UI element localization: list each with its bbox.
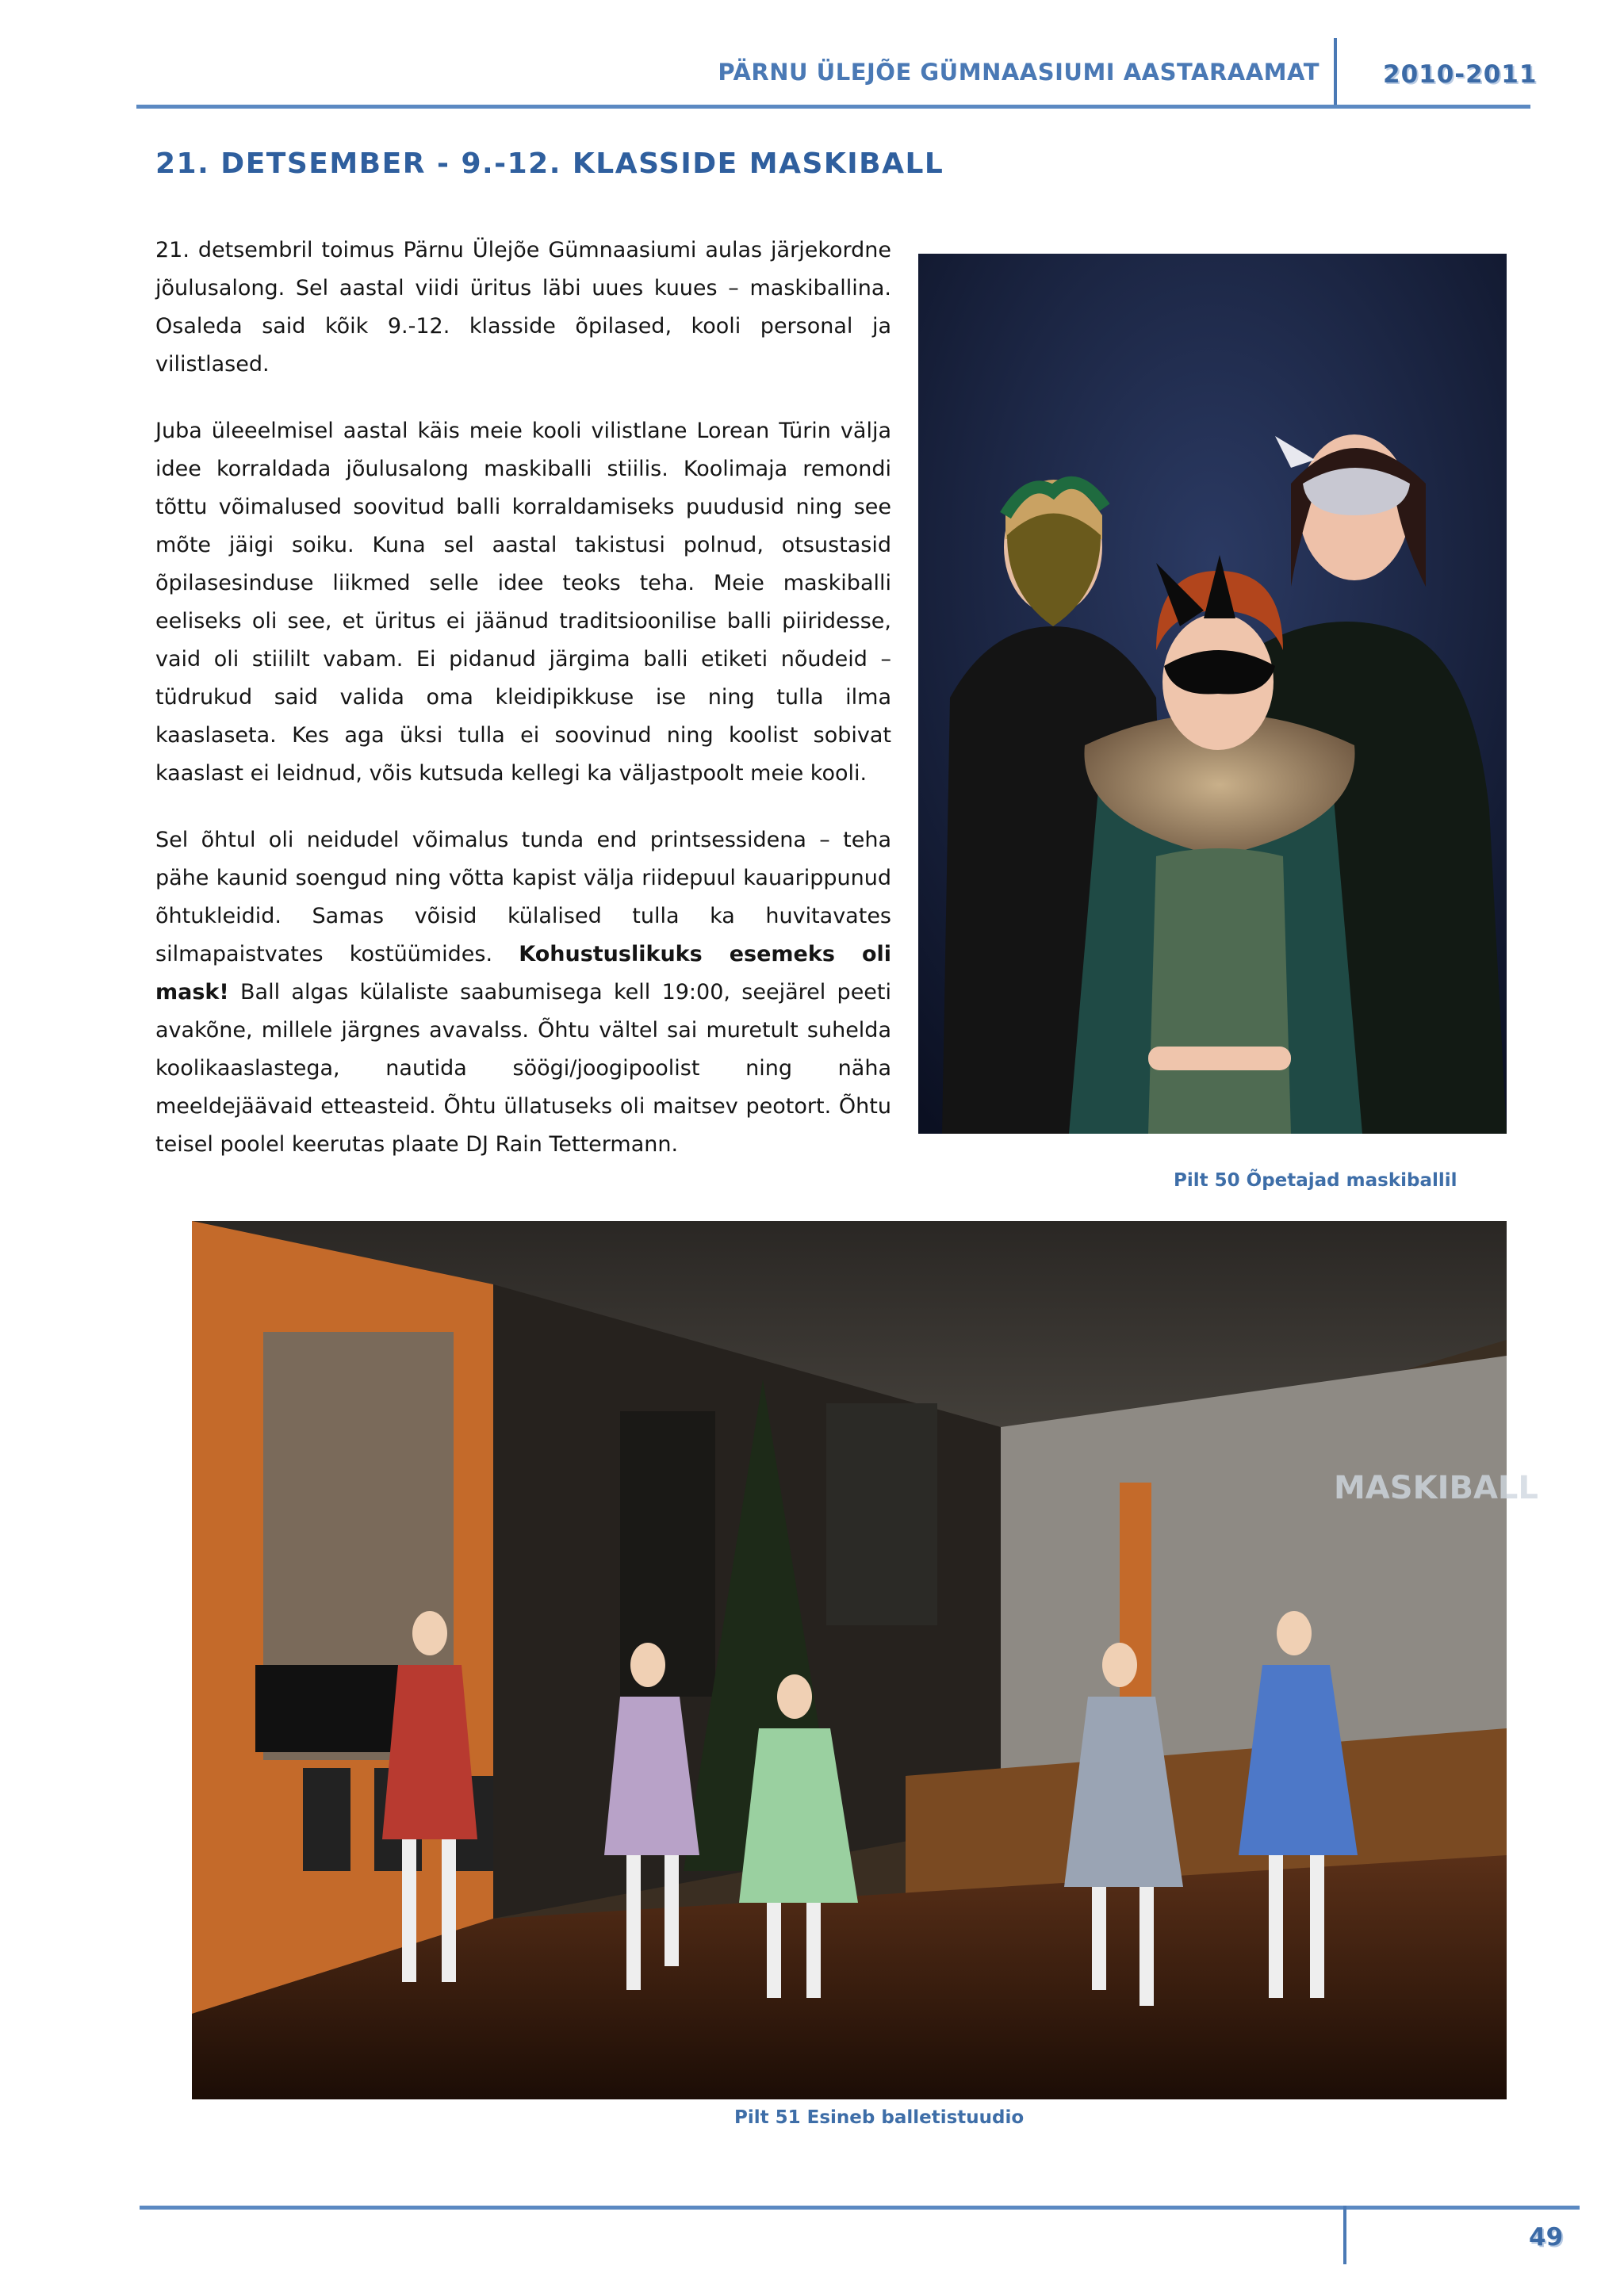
ballet-photo-caption: Pilt 51 Esineb balletistuudio (734, 2107, 1025, 2128)
page-number: 49 (1529, 2223, 1564, 2252)
header-divider (1334, 38, 1337, 106)
footer-rule (140, 2206, 1580, 2210)
paragraph-3 (155, 821, 891, 1164)
paragraph-1: 21. detsembril toimus Pärnu Ülejõe Gümnaasiumi aulas järjekordne jõulusalong. Sel aastal viidi üritus läbi uues kuues – maskiballina. Osaleda said kõik 9.-12. klasside õpilased, kooli personal ja vilistlased. (155, 238, 891, 377)
paragraph-3-end: Ball algas külaliste saabumisega kell 19:00, seejärel peeti avakõne, millele järgnes avavalss. Õhtu vältel sai muretult suhelda koolikaaslastega, nautida söögi/joogipoolist ning näha meeldejäävaid etteasteid. Õhtu üllatuseks oli maitsev peotort. Õhtu teisel poolel keerutas plaate DJ Rain Tettermann. (155, 980, 891, 1157)
paragraph-3-bold: Kohustuslikuks esemeks oli mask! (155, 942, 891, 1004)
projection-text: MASKIBALL (1334, 1470, 1538, 1506)
teachers-photo-caption: Pilt 50 Õpetajad maskiballil (1174, 1170, 1457, 1191)
article-body (155, 232, 891, 1164)
ballet-photo (192, 1221, 1538, 2099)
paragraph-2: Juba üleeelmisel aastal käis meie kooli vilistlane Lorean Türin välja idee korraldada jõulusalong maskiballi stiilis. Koolimaja remondi tõttu võimalused soovitud balli korraldamiseks puudusid ning see mõte jäigi soiku. Kuna sel aastal takistusi polnud, otsustasid õpilasesinduse liikmed selle idee teoks teha. Meie maskiballi eeliseks oli see, et üritus ei jäänud traditsioonilise balli piiridesse, vaid oli stiililt vabam. Ei pidanud järgima balli etiketi nõudeid – tüdrukud said valida oma kleidipikkuse ise ning tulla ilma kaaslaseta. Kes aga üksi tulla ei soovinud ning koolist sobivat kaaslast ei leidnud, võis kutsuda kellegi ka väljastpoolt meie kooli. (155, 419, 891, 786)
paragraph-3-start: Sel õhtul oli neidudel võimalus tunda end printsessidena – teha pähe kaunid soengud ning võtta kapist välja riidepuul kauarippunud õhtukleidid. Samas võisid külalised tulla ka huvitavates silmapaistvates kostüümides. (155, 828, 891, 966)
page-heading: 21. DETSEMBER - 9.-12. KLASSIDE MASKIBALL (155, 147, 944, 180)
yearbook-year: 2010-2011 (1383, 60, 1538, 89)
footer-divider (1343, 2206, 1346, 2264)
yearbook-title: PÄRNU ÜLEJÕE GÜMNAASIUMI AASTARAAMAT (718, 59, 1320, 86)
header-rule (136, 105, 1530, 109)
teachers-photo (918, 254, 1507, 1134)
